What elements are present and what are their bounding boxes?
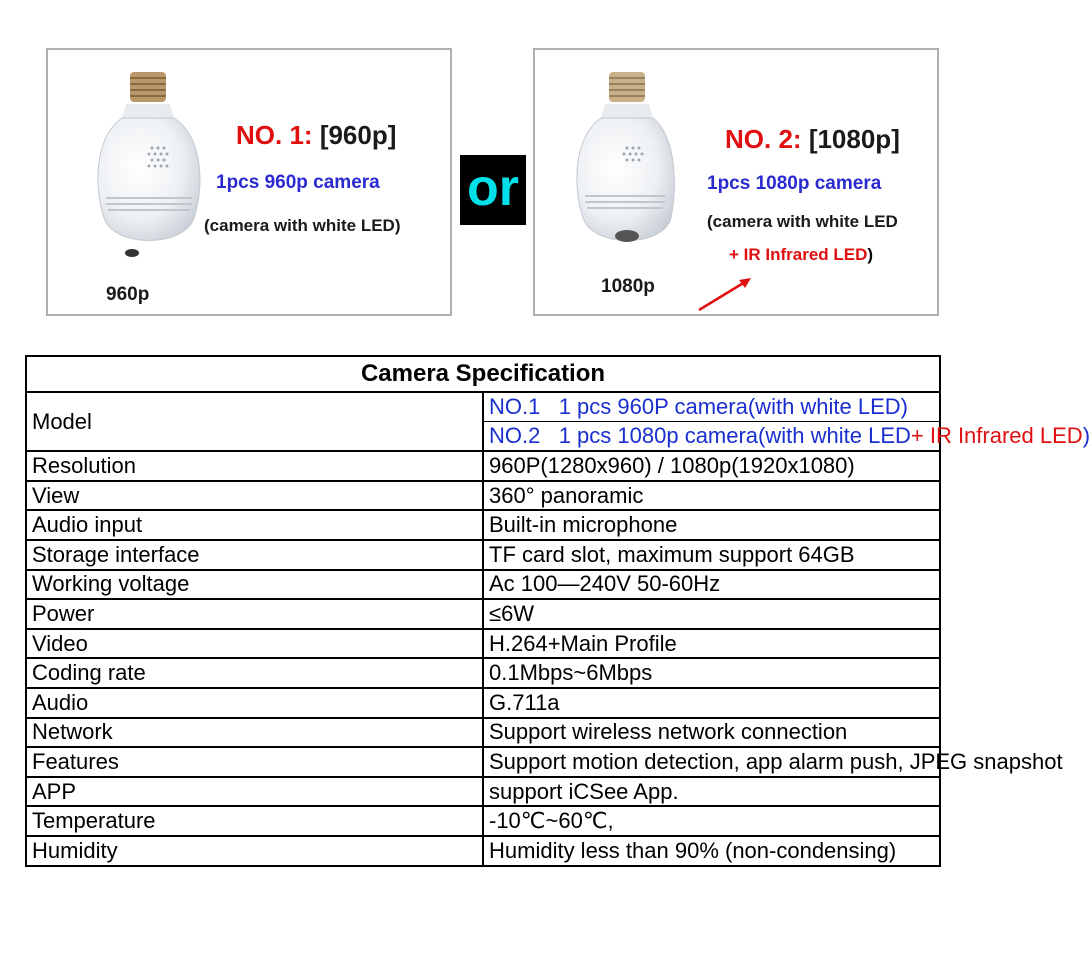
option-title: [236, 120, 396, 151]
spec-label: Coding rate: [26, 658, 483, 688]
table-row: [26, 629, 940, 659]
table-row: [26, 718, 940, 748]
spec-table-title: Camera Specification: [26, 356, 940, 392]
option-number: NO. 1:: [236, 120, 313, 150]
spec-label: Audio: [26, 688, 483, 718]
spec-value: Support wireless network connection: [483, 718, 940, 748]
spec-label: Model: [26, 392, 483, 451]
spec-value: Ac 100—240V 50-60Hz: [483, 570, 940, 600]
table-row: [26, 747, 940, 777]
table-row: [26, 806, 940, 836]
option-title: [725, 124, 900, 155]
model-number: NO.2: [489, 423, 541, 449]
spec-value: ≤6W: [483, 599, 940, 629]
spec-label: Resolution: [26, 451, 483, 481]
spec-label: View: [26, 481, 483, 511]
spec-label: Power: [26, 599, 483, 629]
red-arrow-icon: [695, 274, 755, 319]
spec-value: H.264+Main Profile: [483, 629, 940, 659]
option-1080p-panel: [533, 48, 939, 316]
spec-value: -10℃~60℃,: [483, 806, 940, 836]
spec-value: Built-in microphone: [483, 510, 940, 540]
option-resolution: [960p]: [319, 120, 397, 150]
option-subtitle: 1pcs 960p camera: [216, 172, 380, 193]
option-960p-panel: [46, 48, 452, 316]
option-number: NO. 2:: [725, 124, 802, 154]
camera-spec-table: [25, 355, 1090, 867]
bulb-camera-960p-image: [94, 68, 204, 268]
spec-label: Audio input: [26, 510, 483, 540]
spec-value: 0.1Mbps~6Mbps: [483, 658, 940, 688]
table-row: [26, 510, 940, 540]
model-text: 1 pcs 960P camera(with white LED): [558, 394, 909, 420]
spec-label: Storage interface: [26, 540, 483, 570]
option-description: (camera with white LED: [707, 212, 898, 231]
spec-value: 360° panoramic: [483, 481, 940, 511]
spec-label: Humidity: [26, 836, 483, 866]
option-subtitle: 1pcs 1080p camera: [707, 173, 882, 194]
model-number: NO.1: [489, 394, 541, 420]
table-row: [26, 481, 940, 511]
bulb-label: 960p: [106, 284, 150, 305]
spec-value: support iCSee App.: [483, 777, 940, 807]
spec-value: Humidity less than 90% (non-condensing): [483, 836, 940, 866]
model-close-paren: ): [1082, 423, 1090, 449]
bulb-label: 1080p: [601, 276, 655, 297]
option-description: (camera with white LED): [204, 216, 401, 235]
option-resolution: [1080p]: [808, 124, 900, 154]
table-row: [26, 599, 940, 629]
spec-value: G.711a: [483, 688, 940, 718]
table-row: [26, 570, 940, 600]
model-row-2: [483, 422, 1090, 452]
spec-label: Features: [26, 747, 483, 777]
or-badge: or: [460, 155, 526, 225]
table-row: [26, 392, 940, 422]
table-row: [26, 451, 940, 481]
table-row: [26, 777, 940, 807]
spec-label: Video: [26, 629, 483, 659]
table-row: [26, 658, 940, 688]
ir-close-paren: ): [867, 245, 874, 264]
table-row: [26, 688, 940, 718]
model-row-1: [483, 392, 940, 422]
ir-led-text: + IR Infrared LED: [729, 245, 868, 264]
model-ir-text: + IR Infrared LED: [910, 423, 1083, 449]
spec-value: 960P(1280x960) / 1080p(1920x1080): [483, 451, 940, 481]
bulb-camera-1080p-image: [565, 68, 675, 268]
spec-label: APP: [26, 777, 483, 807]
spec-label: Temperature: [26, 806, 483, 836]
spec-label: Working voltage: [26, 570, 483, 600]
model-text: 1 pcs 1080p camera(with white LED: [558, 423, 911, 449]
spec-label: Network: [26, 718, 483, 748]
option-ir-note: [729, 245, 873, 265]
spec-rows: [26, 451, 1063, 865]
table-row: [26, 836, 940, 866]
spec-value: TF card slot, maximum support 64GB: [483, 540, 940, 570]
spec-value: Support motion detection, app alarm push, JPEG snapshot: [483, 747, 940, 777]
table-row: [26, 540, 940, 570]
